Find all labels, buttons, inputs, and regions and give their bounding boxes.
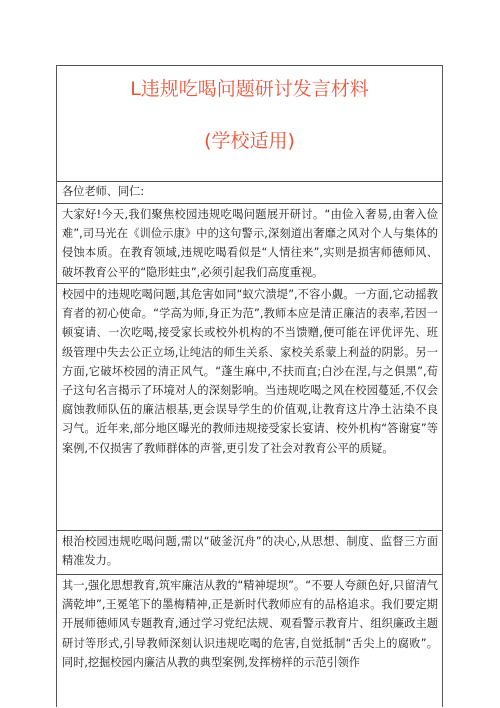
document-frame [56,65,443,707]
paragraph-text: 校园中的违规吃喝问题,其危害如同“蚁穴溃堤”,不容小觑。一方面,它动摇教育者的初心使命。“学高为师,身正为范”,教师本应是清正廉洁的表率,若因一顿宴请、一次吃喝,接受家长或校外机构的不当馈赠,便可能在评优评先、班级管理中失去公正立场,让纯洁的师生关系、家校关系蒙上利益的阴影。另一方面,它破坏校园的清正风气。“蓬生麻中,不扶而直;白沙在涅,与之俱黑”,荀子这句名言揭示了环境对人的深刻影响。当违规吃喝之风在校园蔓延,不仅会腐蚀教师队伍的廉洁根基,更会误导学生的价值观,让教育这片净土沾染不良习气。近年来,部分地区曝光的教师违规接受家长宴请、校外机构“答谢宴”等案例,不仅损害了教师群体的声誉,更引发了社会对教育公平的质疑。 [62,288,438,455]
paragraph-row [57,204,442,284]
document-title: L违规吃喝问题研讨发言材料 [130,78,369,100]
paragraph-text: 其一,强化思想教育,筑牢廉洁从教的“精神堤坝”。“不要人夸颜色好,只留清气满乾坤”,王冕笔下的墨梅精神,正是新时代教师应有的品格追求。我们要定期开展师德师风专题教育,通过学习党纪法规、观看警示教育片、组织廉政主题研讨等形式,引导教师深刻认识违规吃喝的危害,自觉抵制“舌尖上的腐败”。同时,挖掘校园内廉洁从教的典型案例,发挥榜样的示范引领作 [62,579,438,669]
paragraph-row [57,531,442,575]
document-subtitle: (学校适用) [204,130,295,152]
greeting-text: 各位老师、同仁: [62,185,145,198]
paragraph-row [57,284,442,531]
paragraph-text: 根治校园违规吃喝问题,需以“破釜沉舟”的决心,从思想、制度、监督三方面精准发力。 [62,535,438,568]
title-block [57,66,442,182]
paragraph-text: 大家好!今天,我们聚焦校园违规吃喝问题展开研讨。“由俭入奢易,由奢入俭难”,司马光在《训俭示康》中的这句警示,深刻道出奢靡之风对个人与集体的侵蚀本质。在教育领域,违规吃喝看似是“人情往来”,实则是损害师德师风、破坏教育公平的“隐形蛀虫”,必须引起我们高度重视。 [62,208,438,279]
greeting-row [57,181,442,204]
paragraph-row [57,575,442,708]
